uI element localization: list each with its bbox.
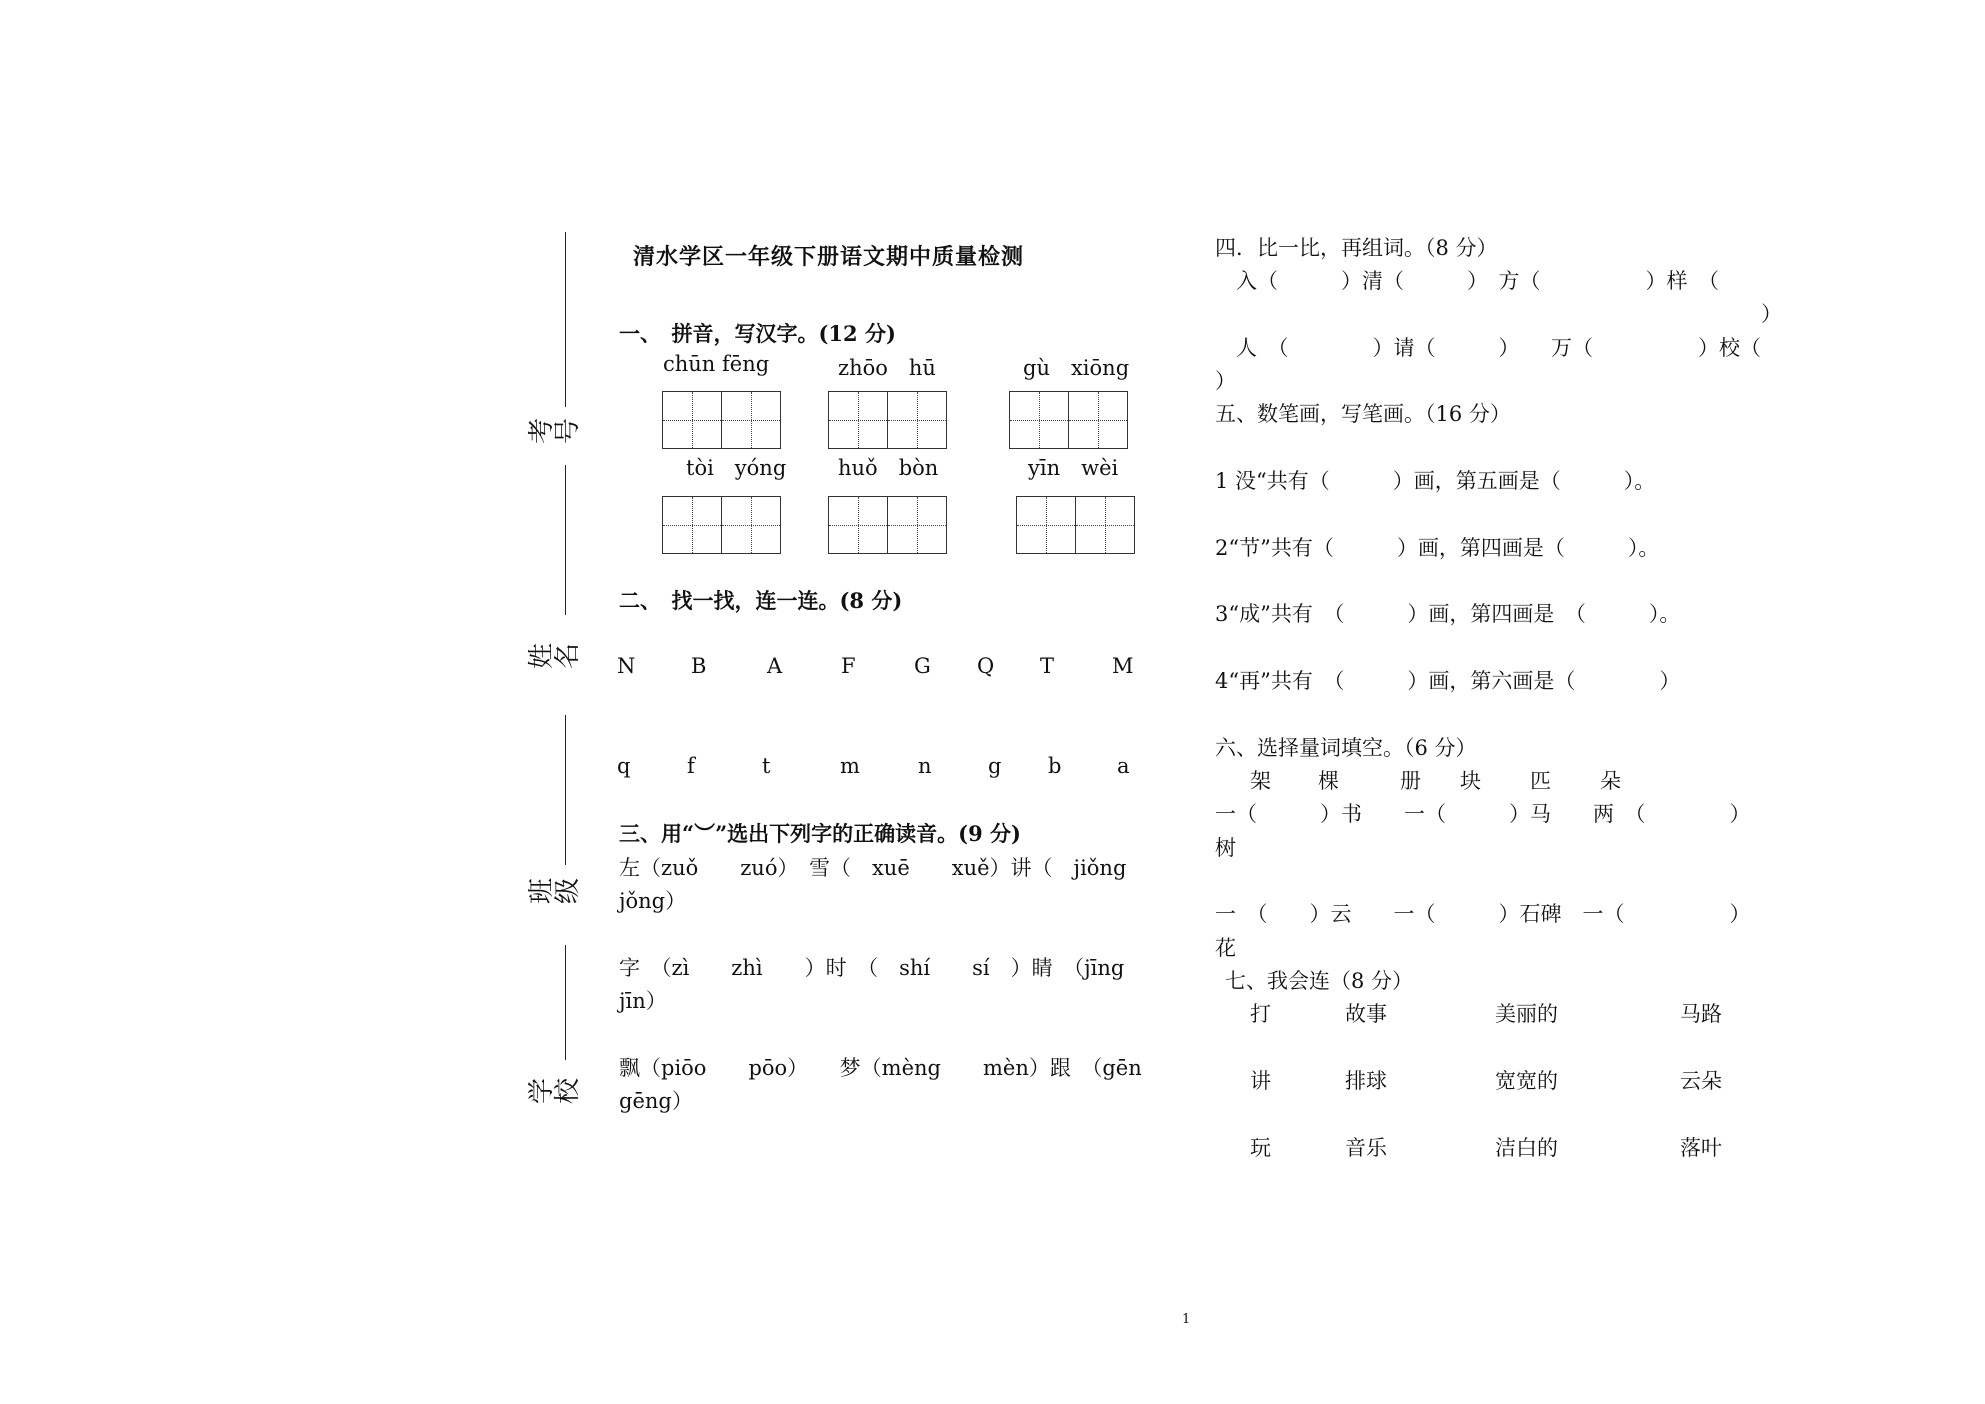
section-5-title: 五、数笔画，写笔画。（16 分） [1215,402,1511,426]
binding-line-2 [565,465,566,615]
match-col4-2: 云朵 [1680,1069,1722,1093]
reading-line-2: 字 （zì zhì ）时 （ shí sí ）睛 （jīng [619,956,1125,980]
measure-word-5: 匹 [1530,769,1551,793]
match-col1-1: 打 [1250,1002,1271,1026]
letter-upper-8: M [1112,654,1134,678]
binding-line-1 [565,232,566,407]
stroke-line-3: 3“成”共有 （ ）画，第四画是 （ ）。 [1215,602,1681,626]
match-col2-1: 故事 [1345,1002,1387,1026]
letter-lower-5: n [918,754,932,778]
measure-line-1-cont: 树 [1215,836,1236,860]
match-col2-2: 排球 [1345,1069,1387,1093]
letter-upper-1: N [617,654,636,678]
exam-number-label: 考号 [527,418,583,445]
letter-upper-3: A [767,654,783,678]
pinyin-2-2: huǒ bòn [838,456,939,480]
letter-lower-8: a [1117,754,1130,778]
letter-upper-7: T [1040,654,1055,678]
stroke-line-1: 1 没“共有（ ）画，第五画是（ ）。 [1215,469,1656,493]
writing-grid-2-3[interactable] [1016,496,1133,554]
measure-word-6: 朵 [1600,769,1621,793]
compare-line-1: 入（ ）清（ ） 方（ ）样 （ [1215,269,1719,293]
letter-upper-2: B [691,654,707,678]
stroke-line-4: 4“再”共有 （ ）画，第六画是（ ） [1215,669,1681,693]
match-col3-3: 洁白的 [1495,1136,1558,1160]
letter-lower-3: t [762,754,771,778]
writing-grid-2-2[interactable] [828,496,945,554]
match-col3-2: 宽宽的 [1495,1069,1558,1093]
section-2-title: 二、 找一找，连一连。(8 分) [619,588,903,613]
reading-line-1: 左（zuǒ zuó） 雪（ xuē xuě）讲（ jiǒng [619,856,1127,880]
binding-line-3 [565,715,566,865]
writing-grid-1-1[interactable] [662,391,779,449]
stroke-line-2: 2“节”共有（ ）画，第四画是（ ）。 [1215,536,1660,560]
letter-upper-4: F [841,654,856,678]
letter-lower-6: g [988,754,1002,778]
reading-line-3-cont: gēng） [619,1089,693,1113]
match-col1-2: 讲 [1250,1069,1271,1093]
reading-line-1-cont: jǒng） [619,889,687,913]
match-col1-3: 玩 [1250,1136,1271,1160]
measure-line-1: 一（ ）书 一（ ）马 两 （ ） [1215,802,1751,826]
pinyin-1-3: gù xiōng [1023,356,1130,380]
compare-line-2: 人 （ ）请（ ） 万（ ）校（ [1215,336,1761,360]
measure-line-2-cont: 花 [1215,936,1236,960]
letter-lower-7: b [1048,754,1062,778]
section-7-title: 七、我会连（8 分） [1225,969,1414,993]
pinyin-2-1: tòi yóng [686,456,787,480]
class-label: 班级 [527,878,583,905]
name-label: 姓名 [527,643,583,670]
page-number: 1 [1182,1312,1191,1327]
letter-upper-6: Q [977,654,995,678]
writing-grid-2-1[interactable] [662,496,779,554]
measure-word-1: 架 [1250,769,1271,793]
school-label: 学校 [527,1078,583,1105]
page-title: 清水学区一年级下册语文期中质量检测 [633,244,1025,270]
reading-line-3: 飘（piōo pōo） 梦（mèng mèn）跟 （gēn [619,1056,1142,1080]
match-col3-1: 美丽的 [1495,1002,1558,1026]
measure-word-2: 棵 [1318,769,1339,793]
reading-line-2-cont: jīn） [619,989,667,1013]
writing-grid-1-3[interactable] [1009,391,1126,449]
match-col4-3: 落叶 [1680,1136,1722,1160]
match-col4-1: 马路 [1680,1002,1722,1026]
compare-line-2-cont: ） [1215,369,1236,393]
match-col2-3: 音乐 [1345,1136,1387,1160]
measure-word-3: 册 [1400,769,1421,793]
section-6-title: 六、选择量词填空。（6 分） [1215,736,1477,760]
pinyin-1-1: chūn fēng [663,352,770,376]
writing-grid-1-2[interactable] [828,391,945,449]
letter-lower-4: m [840,754,860,778]
letter-upper-5: G [914,654,931,678]
measure-word-4: 块 [1460,769,1481,793]
section-1-title: 一、 拼音，写汉字。(12 分) [619,321,896,346]
binding-line-4 [565,945,566,1060]
pinyin-1-2: zhōo hū [838,356,936,380]
pinyin-2-3: yīn wèi [1028,456,1119,480]
section-4-title: 四．比一比，再组词。（8 分） [1215,236,1498,260]
section-3-title: 三、用“︶”选出下列字的正确读音。(9 分) [619,821,1021,846]
measure-line-2: 一 （ ）云 一（ ）石碑 一（ ） [1215,902,1751,926]
compare-line-1-cont: ） [1215,302,1782,326]
letter-lower-1: q [617,754,631,778]
letter-lower-2: f [687,754,695,778]
